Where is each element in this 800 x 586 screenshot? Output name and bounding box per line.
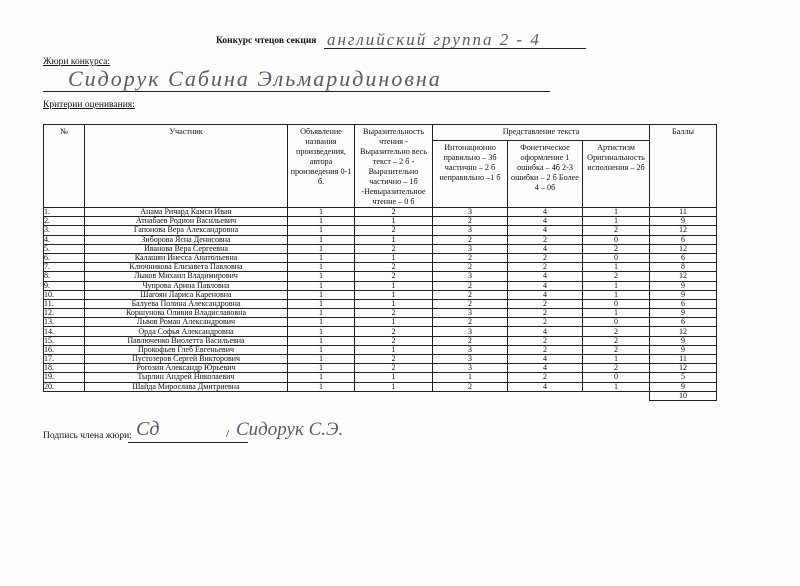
section-underline (324, 48, 586, 49)
participant-name: Анама Ричард Камси Иван (85, 208, 288, 217)
announcement-score: 1 (288, 253, 355, 262)
signature-handwritten-name: Сидорук С.Э. (236, 419, 344, 440)
col-presentation-header: Представление текста (433, 125, 650, 141)
row-number: 7. (44, 263, 85, 272)
scores-table (43, 124, 717, 401)
signature-row (0, 418, 800, 448)
expressiveness-score: 1 (355, 318, 433, 327)
artistry-score: 0 (583, 373, 650, 382)
table-row (44, 382, 717, 391)
participant-name: Пустозеров Сергей Викторович (85, 355, 288, 364)
total-score: 9 (650, 382, 717, 391)
extra-total-score: 10 (650, 391, 717, 400)
intonation-score: 2 (433, 290, 508, 299)
artistry-score: 2 (583, 327, 650, 336)
announcement-score: 1 (288, 355, 355, 364)
table-row (44, 281, 717, 290)
announcement-score: 1 (288, 336, 355, 345)
participant-name: Прокофьев Глеб Евгеньевич (85, 345, 288, 354)
expressiveness-score: 2 (355, 226, 433, 235)
artistry-score: 1 (583, 382, 650, 391)
row-number: 17. (44, 355, 85, 364)
expressiveness-score: 2 (355, 336, 433, 345)
col-num-header: № (44, 125, 85, 208)
phonetic-score: 2 (508, 309, 583, 318)
phonetic-score: 2 (508, 263, 583, 272)
intonation-score: 2 (433, 253, 508, 262)
phonetic-score: 4 (508, 272, 583, 281)
table-row (44, 272, 717, 281)
announcement-score: 1 (288, 217, 355, 226)
table-row (44, 244, 717, 253)
jury-handwritten-name: Сидорук Сабина Эльмаридиновна (68, 66, 442, 91)
row-number: 3. (44, 226, 85, 235)
expressiveness-score: 1 (355, 373, 433, 382)
announcement-score: 1 (288, 263, 355, 272)
total-score: 12 (650, 226, 717, 235)
empty-cell (85, 391, 288, 400)
total-score: 12 (650, 272, 717, 281)
table-row (44, 299, 717, 308)
intonation-score: 2 (433, 281, 508, 290)
col-artistry-header: Артистизм Оригинальность исполнения – 2б (583, 140, 650, 207)
phonetic-score: 2 (508, 345, 583, 354)
phonetic-score: 4 (508, 382, 583, 391)
participant-name: Балуева Полина Александровна (85, 299, 288, 308)
total-score: 5 (650, 373, 717, 382)
phonetic-score: 2 (508, 253, 583, 262)
phonetic-score: 4 (508, 217, 583, 226)
jury-underline (43, 91, 550, 92)
row-number: 20. (44, 382, 85, 391)
total-score: 9 (650, 345, 717, 354)
signature-separator: / (226, 428, 230, 440)
announcement-score: 1 (288, 318, 355, 327)
col-announcement-header: Объявление названия произведения, автора произведения 0-1 б. (288, 125, 355, 208)
artistry-score: 0 (583, 318, 650, 327)
artistry-score: 2 (583, 244, 650, 253)
phonetic-score: 2 (508, 318, 583, 327)
expressiveness-score: 2 (355, 355, 433, 364)
announcement-score: 1 (288, 226, 355, 235)
empty-cell (288, 391, 355, 400)
empty-cell (355, 391, 433, 400)
artistry-score: 1 (583, 208, 650, 217)
total-score: 9 (650, 281, 717, 290)
intonation-score: 2 (433, 217, 508, 226)
total-score: 6 (650, 235, 717, 244)
participant-name: Атнабаев Родион Васильевич (85, 217, 288, 226)
participant-name: Гапонова Вера Александровна (85, 226, 288, 235)
participant-name: Орда Софья Александровна (85, 327, 288, 336)
phonetic-score: 4 (508, 364, 583, 373)
phonetic-score: 4 (508, 281, 583, 290)
announcement-score: 1 (288, 364, 355, 373)
table-row (44, 226, 717, 235)
artistry-score: 2 (583, 364, 650, 373)
participant-name: Лыков Михаил Владимирович (85, 272, 288, 281)
expressiveness-score: 1 (355, 290, 433, 299)
announcement-score: 1 (288, 382, 355, 391)
artistry-score: 0 (583, 253, 650, 262)
total-score: 6 (650, 299, 717, 308)
participant-name: Зиборова Ясна Денисовна (85, 235, 288, 244)
table-row (44, 318, 717, 327)
expressiveness-score: 1 (355, 281, 433, 290)
signature-handwritten-mark: Сд (136, 418, 160, 440)
total-score: 12 (650, 327, 717, 336)
announcement-score: 1 (288, 272, 355, 281)
intonation-score: 3 (433, 244, 508, 253)
announcement-score: 1 (288, 299, 355, 308)
intonation-score: 3 (433, 309, 508, 318)
intonation-score: 2 (433, 382, 508, 391)
table-row-extra (44, 391, 717, 400)
expressiveness-score: 2 (355, 244, 433, 253)
row-number: 4. (44, 235, 85, 244)
col-intonation-header: Интонационно правильно – 3б частично – 2 б неправильно –1 б (433, 140, 508, 207)
total-score: 6 (650, 318, 717, 327)
phonetic-score: 4 (508, 355, 583, 364)
announcement-score: 1 (288, 373, 355, 382)
row-number: 8. (44, 272, 85, 281)
phonetic-score: 2 (508, 336, 583, 345)
artistry-score: 0 (583, 299, 650, 308)
expressiveness-score: 1 (355, 299, 433, 308)
artistry-score: 1 (583, 309, 650, 318)
title-row (0, 30, 800, 56)
participant-name: Павлюченко Виолетта Васильевна (85, 336, 288, 345)
table-row (44, 327, 717, 336)
total-score: 9 (650, 290, 717, 299)
total-score: 8 (650, 263, 717, 272)
section-handwritten: английский группа 2 - 4 (327, 30, 541, 49)
participant-name: Ключникова Елизавета Павловна (85, 263, 288, 272)
table-row (44, 208, 717, 217)
expressiveness-score: 2 (355, 327, 433, 336)
intonation-score: 3 (433, 272, 508, 281)
table-row (44, 345, 717, 354)
table-row (44, 290, 717, 299)
total-score: 12 (650, 244, 717, 253)
participant-name: Шайда Мирослава Дмитриевна (85, 382, 288, 391)
table-row (44, 263, 717, 272)
empty-cell (433, 391, 508, 400)
signature-label: Подпись члена жюри: (43, 431, 132, 441)
artistry-score: 1 (583, 355, 650, 364)
phonetic-score: 2 (508, 235, 583, 244)
expressiveness-score: 1 (355, 235, 433, 244)
col-phonetic-header: Фонетическое оформление 1 ошибка – 4б 2-3 ошибки – 2 б Более 4 – 0б (508, 140, 583, 207)
intonation-score: 3 (433, 226, 508, 235)
artistry-score: 1 (583, 281, 650, 290)
total-score: 6 (650, 253, 717, 262)
table-row (44, 364, 717, 373)
announcement-score: 1 (288, 281, 355, 290)
empty-cell (44, 391, 85, 400)
col-participant-header: Участник (85, 125, 288, 208)
table-row (44, 336, 717, 345)
row-number: 1. (44, 208, 85, 217)
row-number: 6. (44, 253, 85, 262)
row-number: 19. (44, 373, 85, 382)
phonetic-score: 4 (508, 208, 583, 217)
announcement-score: 1 (288, 327, 355, 336)
announcement-score: 1 (288, 345, 355, 354)
col-score-header: Баллы (650, 125, 717, 208)
table-row (44, 373, 717, 382)
col-expressiveness-header: Выразительность чтения - Выразительно весь текст – 2 б - Выразительно частично – 1б -Невыразительное чтение – 0 б (355, 125, 433, 208)
announcement-score: 1 (288, 235, 355, 244)
intonation-score: 3 (433, 208, 508, 217)
phonetic-score: 4 (508, 244, 583, 253)
table-body (44, 208, 717, 401)
artistry-score: 0 (583, 235, 650, 244)
expressiveness-score: 2 (355, 263, 433, 272)
participant-name: Чупрова Арина Павловна (85, 281, 288, 290)
artistry-score: 1 (583, 263, 650, 272)
intonation-score: 3 (433, 364, 508, 373)
artistry-score: 2 (583, 336, 650, 345)
participant-name: Рогозин Александр Юрьевич (85, 364, 288, 373)
total-score: 9 (650, 309, 717, 318)
table-row (44, 355, 717, 364)
participant-name: Шагоян Лариса Кареновна (85, 290, 288, 299)
announcement-score: 1 (288, 290, 355, 299)
artistry-score: 2 (583, 272, 650, 281)
artistry-score: 2 (583, 226, 650, 235)
intonation-score: 2 (433, 299, 508, 308)
participant-name: Калашян Инесса Анатольевна (85, 253, 288, 262)
participant-name: Тырлин Андрей Николаевич (85, 373, 288, 382)
row-number: 11. (44, 299, 85, 308)
row-number: 18. (44, 364, 85, 373)
criteria-label: Критерии оценивания: (43, 100, 135, 110)
artistry-score: 2 (583, 345, 650, 354)
total-score: 9 (650, 217, 717, 226)
intonation-score: 2 (433, 336, 508, 345)
title-label: Конкурс чтецов секция (216, 36, 317, 46)
phonetic-score: 4 (508, 290, 583, 299)
expressiveness-score: 2 (355, 272, 433, 281)
table-row (44, 217, 717, 226)
expressiveness-score: 1 (355, 382, 433, 391)
phonetic-score: 2 (508, 299, 583, 308)
expressiveness-score: 2 (355, 208, 433, 217)
row-number: 5. (44, 244, 85, 253)
expressiveness-score: 1 (355, 217, 433, 226)
intonation-score: 3 (433, 345, 508, 354)
intonation-score: 1 (433, 373, 508, 382)
row-number: 9. (44, 281, 85, 290)
announcement-score: 1 (288, 208, 355, 217)
artistry-score: 1 (583, 290, 650, 299)
row-number: 10. (44, 290, 85, 299)
intonation-score: 2 (433, 263, 508, 272)
signature-underline (128, 442, 248, 443)
table-row (44, 235, 717, 244)
row-number: 2. (44, 217, 85, 226)
row-number: 12. (44, 309, 85, 318)
expressiveness-score: 2 (355, 364, 433, 373)
expressiveness-score: 2 (355, 309, 433, 318)
row-number: 14. (44, 327, 85, 336)
expressiveness-score: 1 (355, 345, 433, 354)
table-row (44, 253, 717, 262)
announcement-score: 1 (288, 309, 355, 318)
expressiveness-score: 1 (355, 253, 433, 262)
row-number: 16. (44, 345, 85, 354)
row-number: 15. (44, 336, 85, 345)
participant-name: Иванова Вера Сергеевна (85, 244, 288, 253)
jury-label: Жюри конкурса: (43, 57, 110, 67)
table-row (44, 309, 717, 318)
intonation-score: 3 (433, 327, 508, 336)
intonation-score: 3 (433, 355, 508, 364)
row-number: 13. (44, 318, 85, 327)
announcement-score: 1 (288, 244, 355, 253)
phonetic-score: 4 (508, 226, 583, 235)
artistry-score: 1 (583, 217, 650, 226)
intonation-score: 2 (433, 318, 508, 327)
empty-cell (508, 391, 583, 400)
participant-name: Львов Роман Александрович (85, 318, 288, 327)
phonetic-score: 2 (508, 373, 583, 382)
intonation-score: 2 (433, 235, 508, 244)
participant-name: Коршунова Оливия Владиславовна (85, 309, 288, 318)
empty-cell (583, 391, 650, 400)
total-score: 11 (650, 208, 717, 217)
total-score: 11 (650, 355, 717, 364)
total-score: 12 (650, 364, 717, 373)
phonetic-score: 4 (508, 327, 583, 336)
total-score: 9 (650, 336, 717, 345)
